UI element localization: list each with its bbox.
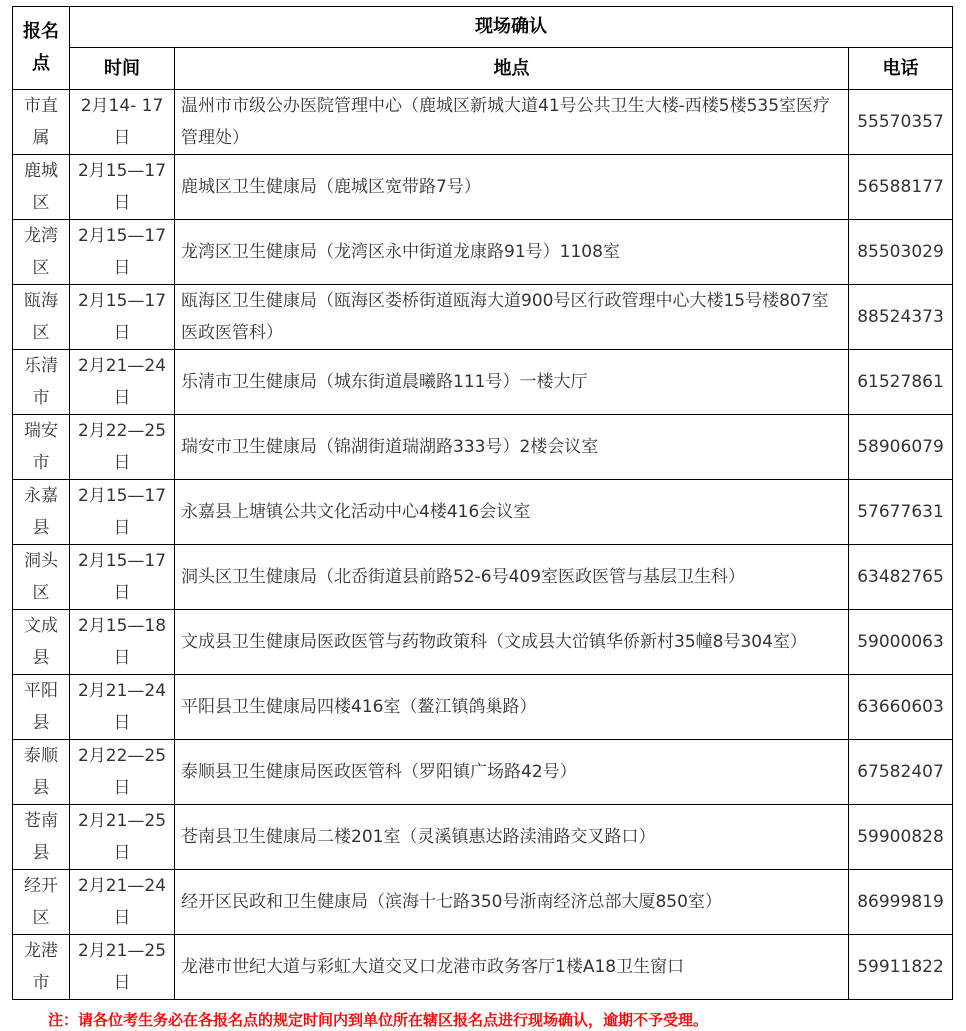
- table-row: [13, 805, 953, 870]
- site-cell: 市直属: [13, 90, 70, 155]
- header-onsite-confirmation: 现场确认: [70, 7, 953, 48]
- time-cell: 2月15—17日: [70, 480, 175, 545]
- site-cell: 鹿城区: [13, 155, 70, 220]
- table-row: [13, 545, 953, 610]
- phone-cell: 88524373: [849, 285, 953, 350]
- phone-cell: 56588177: [849, 155, 953, 220]
- time-cell: 2月22—25日: [70, 740, 175, 805]
- phone-cell: 85503029: [849, 220, 953, 285]
- time-cell: 2月21—24日: [70, 870, 175, 935]
- phone-cell: 59911822: [849, 935, 953, 1000]
- table-row: [13, 870, 953, 935]
- deadline-note: 注：请各位考生务必在各报名点的规定时间内到单位所在辖区报名点进行现场确认，逾期不予受理。: [48, 1011, 709, 1029]
- time-cell: 2月15—17日: [70, 285, 175, 350]
- address-cell: 洞头区卫生健康局（北岙街道县前路52-6号409室医政医管与基层卫生科）: [175, 545, 849, 610]
- address-cell: 温州市市级公办医院管理中心（鹿城区新城大道41号公共卫生大楼-西楼5楼535室医疗管理处）: [175, 90, 849, 155]
- time-cell: 2月21—24日: [70, 350, 175, 415]
- site-cell: 乐清市: [13, 350, 70, 415]
- phone-cell: 58906079: [849, 415, 953, 480]
- site-cell: 龙港市: [13, 935, 70, 1000]
- phone-cell: 59900828: [849, 805, 953, 870]
- site-cell: 瓯海区: [13, 285, 70, 350]
- table-row: [13, 935, 953, 1000]
- site-cell: 瑞安市: [13, 415, 70, 480]
- time-cell: 2月15—17日: [70, 220, 175, 285]
- table-row: [13, 285, 953, 350]
- time-cell: 2月21—25日: [70, 935, 175, 1000]
- address-cell: 苍南县卫生健康局二楼201室（灵溪镇惠达路渎浦路交叉路口）: [175, 805, 849, 870]
- phone-cell: 59000063: [849, 610, 953, 675]
- time-cell: 2月14- 17日: [70, 90, 175, 155]
- address-cell: 鹿城区卫生健康局（鹿城区宽带路7号）: [175, 155, 849, 220]
- site-cell: 洞头区: [13, 545, 70, 610]
- site-cell: 苍南县: [13, 805, 70, 870]
- table-row: [13, 480, 953, 545]
- table-row: [13, 350, 953, 415]
- address-cell: 瓯海区卫生健康局（瓯海区娄桥街道瓯海大道900号区行政管理中心大楼15号楼807室医政医管科）: [175, 285, 849, 350]
- table-row: [13, 220, 953, 285]
- table-row: [13, 675, 953, 740]
- time-cell: 2月15—17日: [70, 545, 175, 610]
- phone-cell: 57677631: [849, 480, 953, 545]
- address-cell: 瑞安市卫生健康局（锦湖街道瑞湖路333号）2楼会议室: [175, 415, 849, 480]
- time-cell: 2月21—24日: [70, 675, 175, 740]
- header-phone: 电话: [849, 48, 953, 90]
- phone-cell: 63482765: [849, 545, 953, 610]
- address-cell: 泰顺县卫生健康局医政医管科（罗阳镇广场路42号）: [175, 740, 849, 805]
- header-time: 时间: [70, 48, 175, 90]
- phone-cell: 67582407: [849, 740, 953, 805]
- site-cell: 文成县: [13, 610, 70, 675]
- table-row: [13, 155, 953, 220]
- address-cell: 经开区民政和卫生健康局（滨海十七路350号浙南经济总部大厦850室）: [175, 870, 849, 935]
- time-cell: 2月15—17日: [70, 155, 175, 220]
- confirmation-table: [12, 6, 953, 1000]
- address-cell: 平阳县卫生健康局四楼416室（鳌江镇鸽巢路）: [175, 675, 849, 740]
- address-cell: 永嘉县上塘镇公共文化活动中心4楼416会议室: [175, 480, 849, 545]
- table-row: [13, 610, 953, 675]
- site-cell: 永嘉县: [13, 480, 70, 545]
- table-row: [13, 90, 953, 155]
- header-site: 报名点: [13, 7, 70, 90]
- address-cell: 龙港市世纪大道与彩虹大道交叉口龙港市政务客厅1楼A18卫生窗口: [175, 935, 849, 1000]
- time-cell: 2月15—18日: [70, 610, 175, 675]
- phone-cell: 86999819: [849, 870, 953, 935]
- time-cell: 2月21—25日: [70, 805, 175, 870]
- site-cell: 平阳县: [13, 675, 70, 740]
- phone-cell: 55570357: [849, 90, 953, 155]
- site-cell: 龙湾区: [13, 220, 70, 285]
- address-cell: 乐清市卫生健康局（城东街道晨曦路111号）一楼大厅: [175, 350, 849, 415]
- header-address: 地点: [175, 48, 849, 90]
- phone-cell: 63660603: [849, 675, 953, 740]
- site-cell: 泰顺县: [13, 740, 70, 805]
- address-cell: 文成县卫生健康局医政医管与药物政策科（文成县大峃镇华侨新村35幢8号304室）: [175, 610, 849, 675]
- table-row: [13, 740, 953, 805]
- address-cell: 龙湾区卫生健康局（龙湾区永中街道龙康路91号）1108室: [175, 220, 849, 285]
- time-cell: 2月22—25日: [70, 415, 175, 480]
- phone-cell: 61527861: [849, 350, 953, 415]
- table-row: [13, 415, 953, 480]
- site-cell: 经开区: [13, 870, 70, 935]
